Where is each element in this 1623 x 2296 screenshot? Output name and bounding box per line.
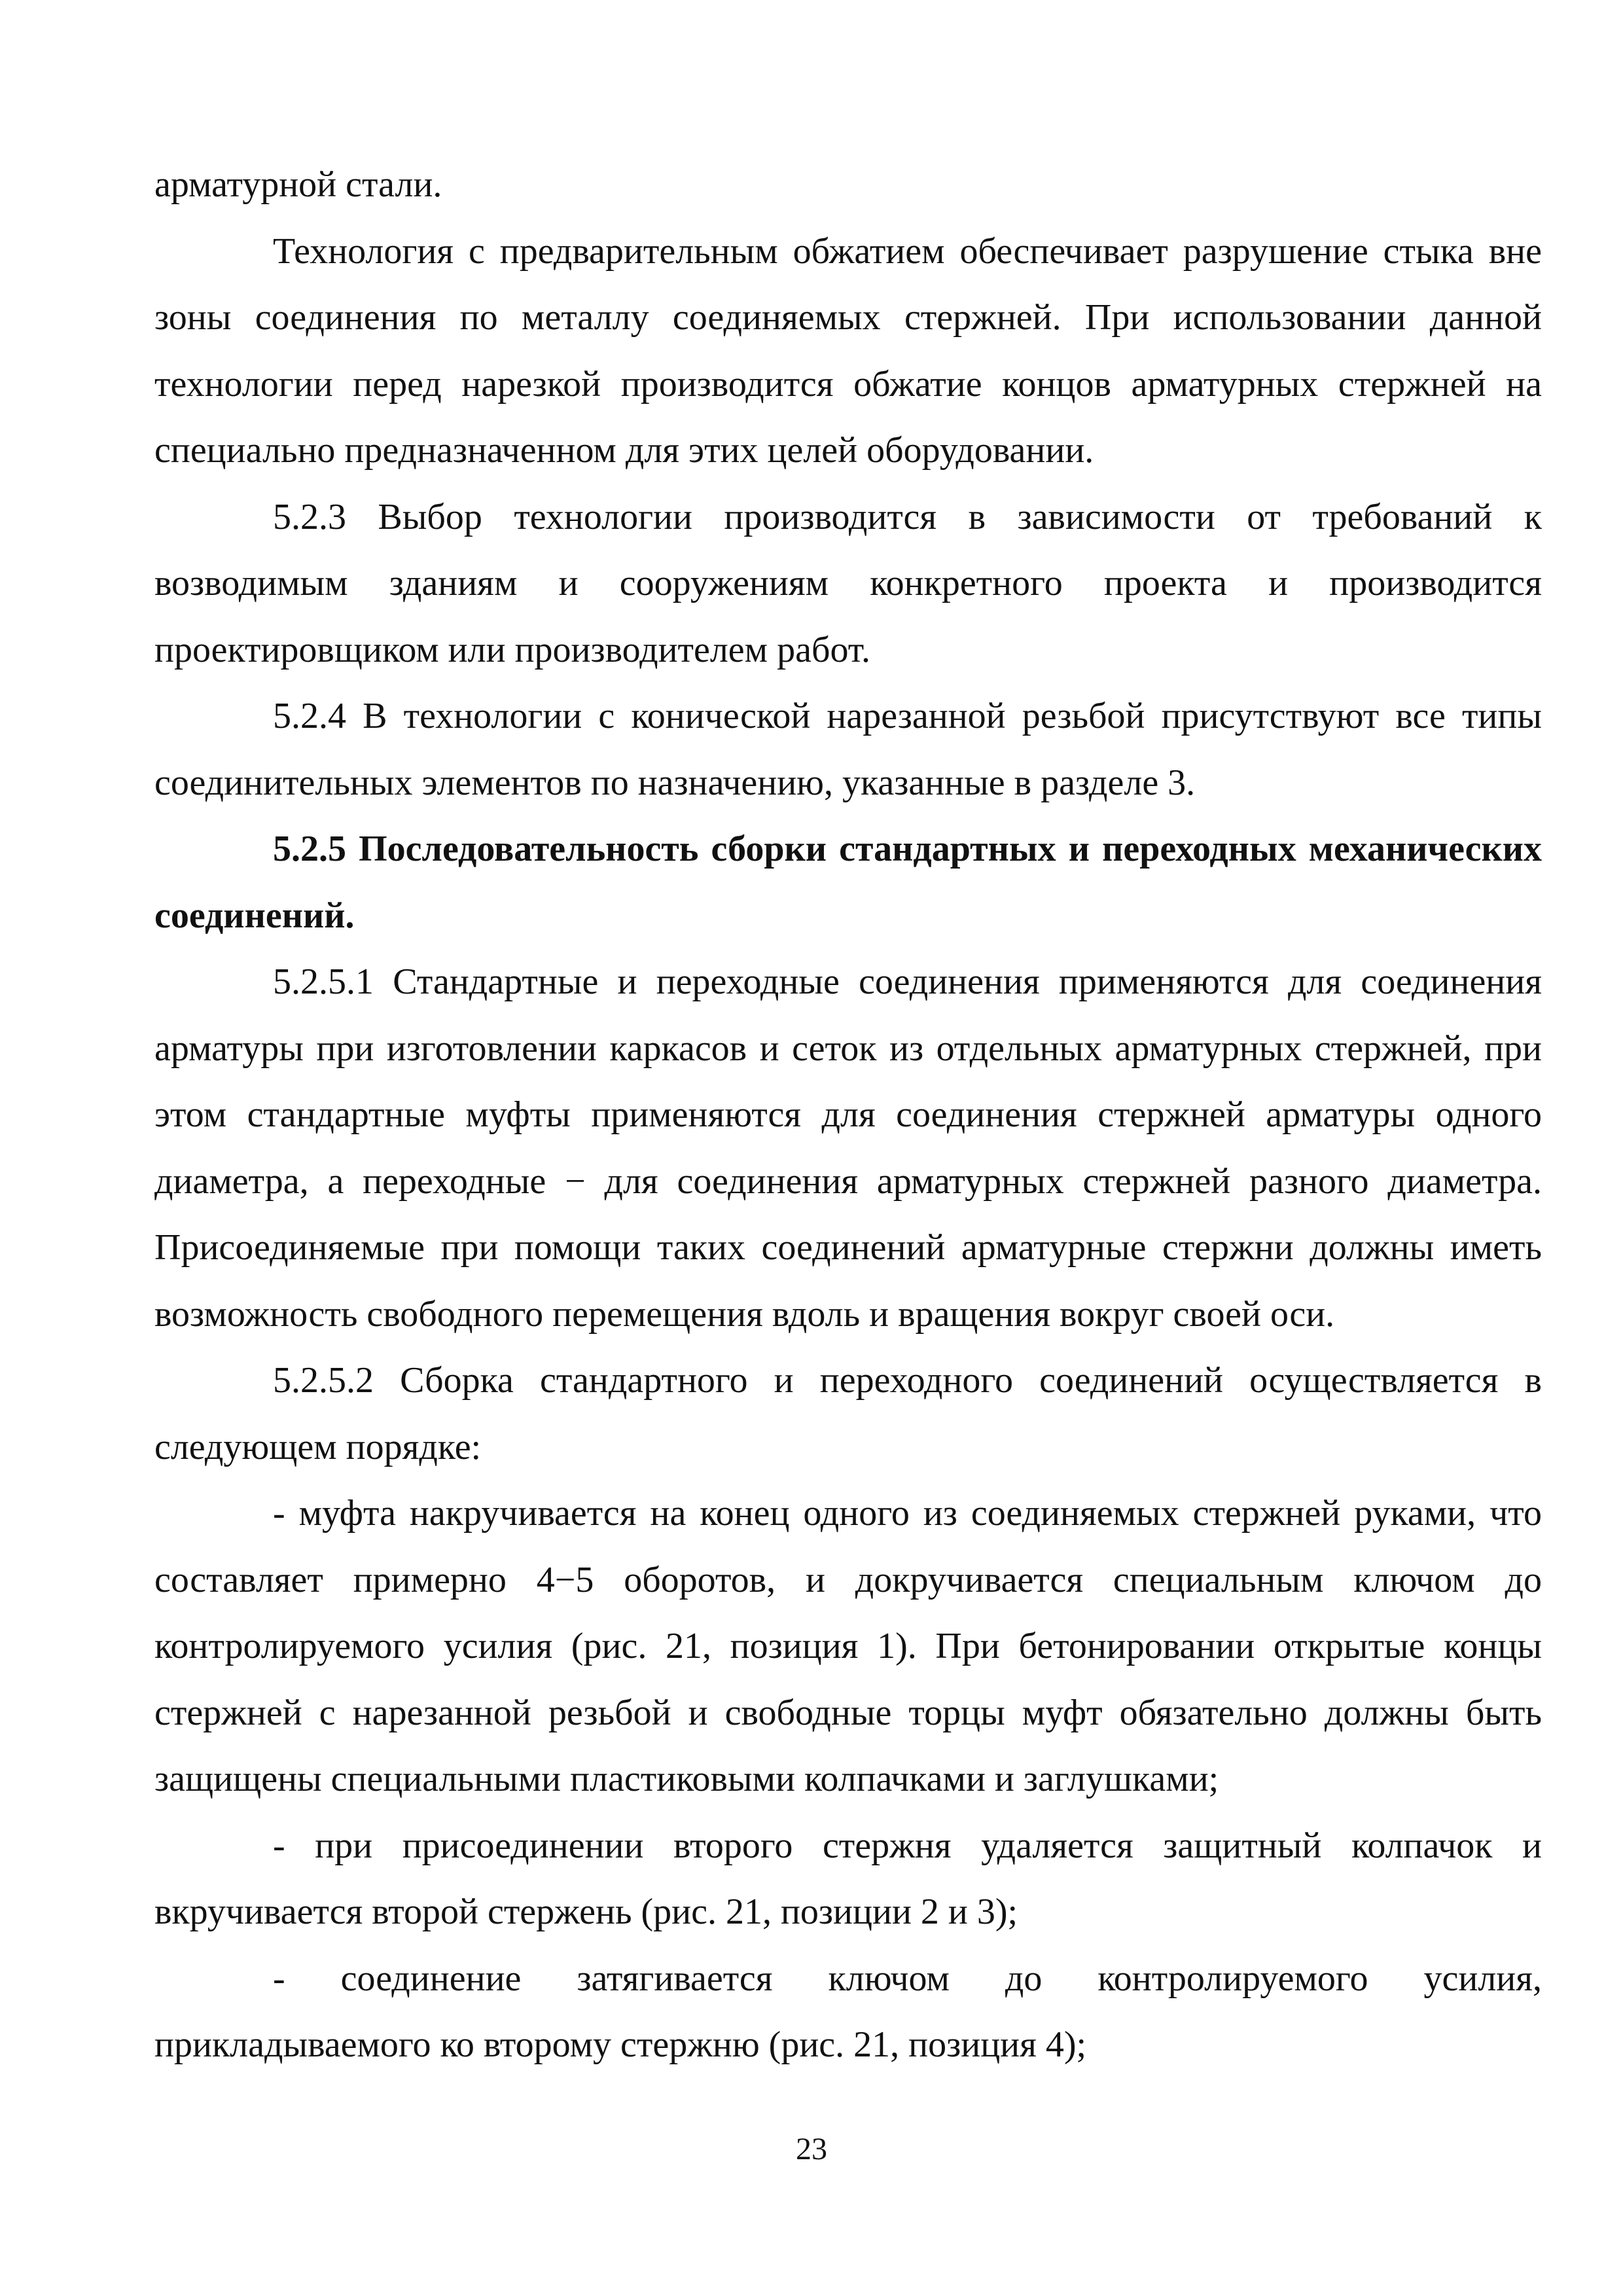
paragraph-5-2-5-1: 5.2.5.1 Стандартные и переходные соединения применяются для соединения арматуры при изготовлении каркасов и сеток из отдельных арматурных стержней, при этом стандартные муфты применяются для соединения стержней арматуры одного диаметра, а переходные − для соединения арматурных стержней разного диаметра. Присоединяемые при помощи таких соединений арматурные стержни должны иметь возможность свободного перемещения вдоль и вращения вокруг своей оси. [154, 961, 1542, 1335]
page-number: 23 [796, 2132, 827, 2166]
list-item-coupling-screwing: - муфта накручивается на конец одного из соединяемых стержней руками, что составляет примерно 4−5 оборотов, и докручивается специальным ключом до контролируемого усилия (рис. 21, позиция 1). При бетонировании открытые концы стержней с нарезанной резьбой и свободные торцы муфт обязательно должны быть защищены специальными пластиковыми колпачками и заглушками; [154, 1493, 1542, 1799]
paragraph-continuation: арматурной стали. [154, 164, 442, 205]
list-item-second-bar: - при присоединении второго стержня удаляется защитный колпачок и вкручивается второй стержень (рис. 21, позиции 2 и 3); [154, 1825, 1542, 1932]
document-body [154, 152, 1542, 2079]
section-heading-5-2-5: 5.2.5 Последовательность сборки стандартных и переходных механических соединений. [154, 829, 1542, 936]
paragraph-5-2-4: 5.2.4 В технологии с конической нарезанной резьбой присутствуют все типы соединительных элементов по назначению, указанные в разделе 3. [154, 696, 1542, 803]
paragraph-compression-technology: Технология с предварительным обжатием обеспечивает разрушение стыка вне зоны соединения по металлу соединяемых стержней. При использовании данной технологии перед нарезкой производится обжатие концов арматурных стержней на специально предназначенном для этих целей оборудовании. [154, 230, 1542, 471]
paragraph-5-2-3: 5.2.3 Выбор технологии производится в зависимости от требований к возводимым зданиям и сооружениям конкретного проекта и производится проектировщиком или производителем работ. [154, 496, 1542, 670]
paragraph-5-2-5-2: 5.2.5.2 Сборка стандартного и переходного соединений осуществляется в следующем порядке: [154, 1360, 1542, 1467]
list-item-tightening: - соединение затягивается ключом до контролируемого усилия, прикладываемого ко второму стержню (рис. 21, позиция 4); [154, 1958, 1542, 2065]
